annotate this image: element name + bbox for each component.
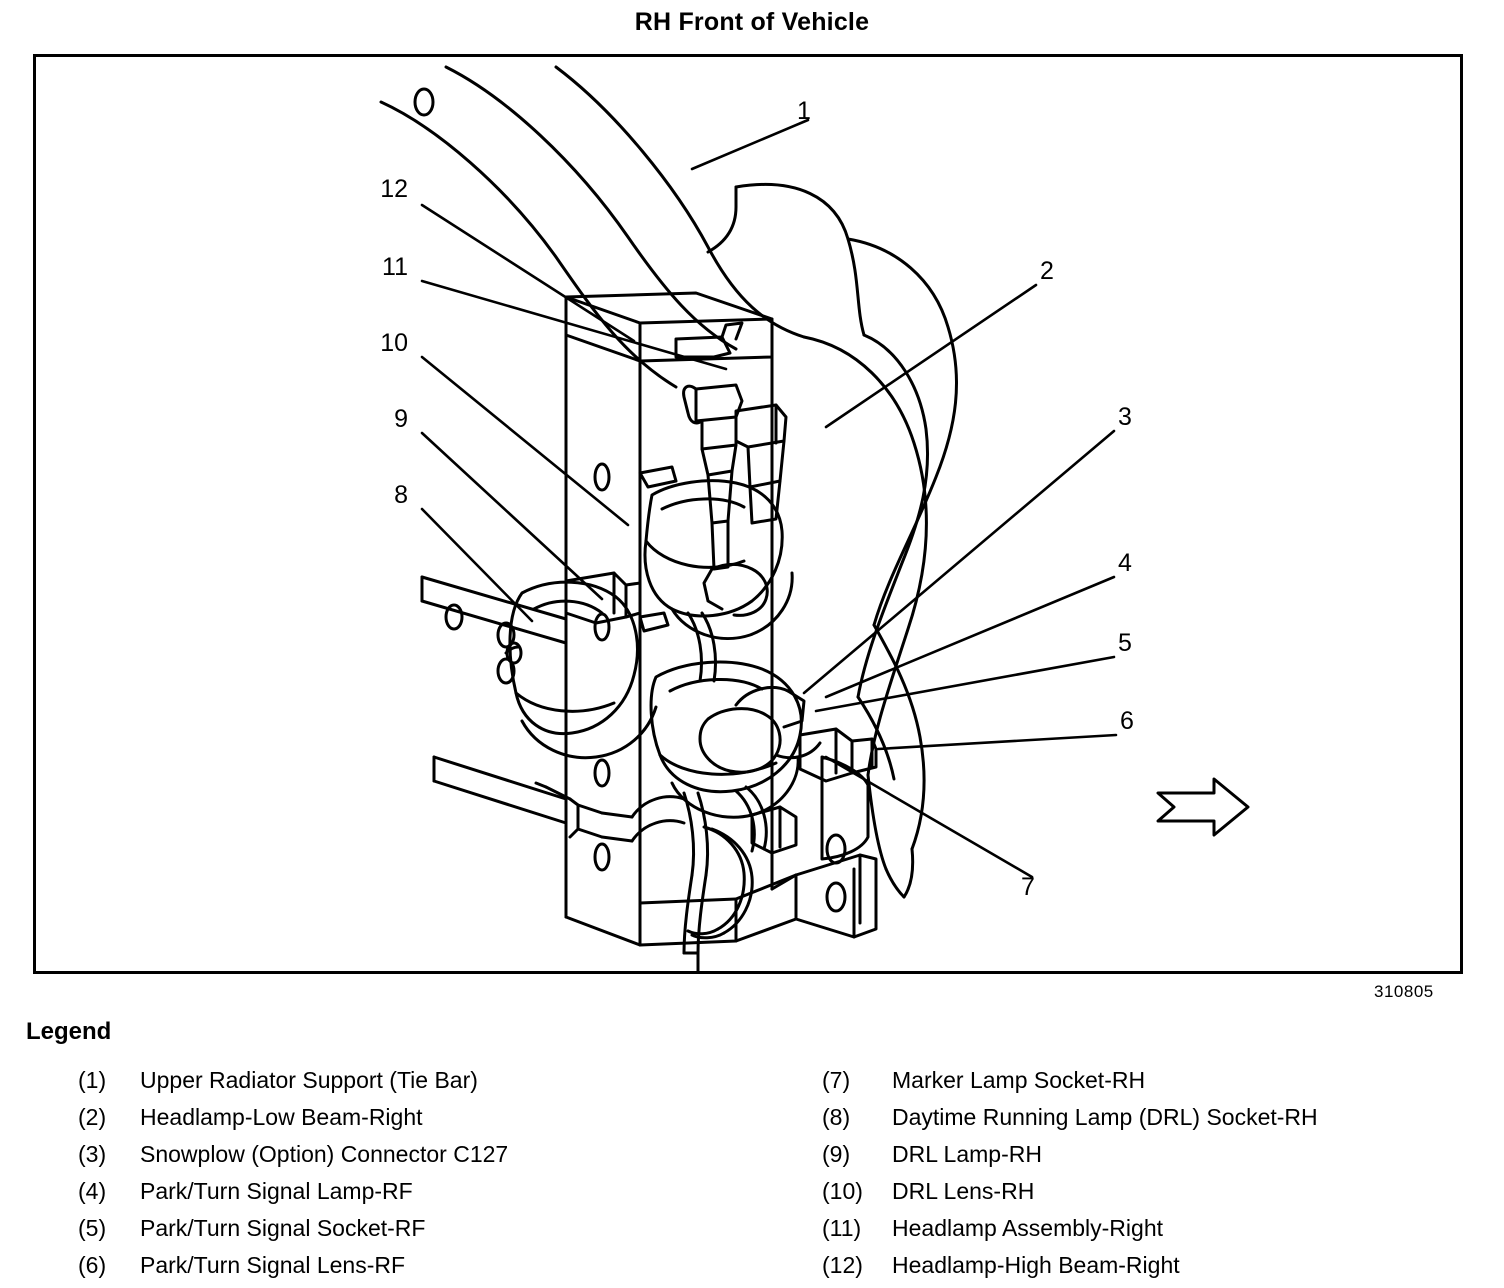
legend-item-label: DRL Lens-RH [892,1178,1035,1204]
callout-3: 3 [1118,403,1132,431]
legend-item [78,1210,778,1247]
legend-item-label: Marker Lamp Socket-RH [892,1067,1146,1093]
callout-1: 1 [797,97,811,125]
legend-item-number: (2) [78,1104,107,1130]
legend-item-label: Headlamp-High Beam-Right [892,1252,1180,1278]
legend-item [822,1099,1502,1136]
legend-item [822,1062,1502,1099]
callout-9: 9 [394,405,408,433]
legend-item-number: (11) [822,1215,862,1241]
callout-4: 4 [1118,549,1132,577]
legend-item [78,1136,778,1173]
callout-6: 6 [1120,707,1134,735]
legend-item-label: Snowplow (Option) Connector C127 [140,1141,509,1167]
figure-frame [33,54,1463,974]
legend-item [78,1247,778,1284]
page-title: RH Front of Vehicle [634,8,870,36]
legend-column-right [822,1062,1502,1284]
figure-id: 310805 [1374,982,1434,1001]
callout-7: 7 [1021,873,1035,901]
legend-item-number: (3) [78,1141,107,1167]
legend-item-number: (9) [822,1141,851,1167]
legend-item-label: Daytime Running Lamp (DRL) Socket-RH [892,1104,1318,1130]
legend-item-label: Headlamp-Low Beam-Right [140,1104,423,1130]
callout-12: 12 [380,175,408,203]
legend [0,1062,1504,1288]
legend-item [78,1062,778,1099]
callout-11: 11 [382,253,408,281]
legend-item [822,1173,1502,1210]
vehicle-assembly-illustration [36,57,1460,971]
callout-5: 5 [1118,629,1132,657]
callout-10: 10 [380,329,408,357]
callout-2: 2 [1040,257,1054,285]
legend-item-number: (7) [822,1067,851,1093]
legend-item-label: DRL Lamp-RH [892,1141,1042,1167]
legend-heading: Legend [26,1018,112,1045]
legend-item-number: (6) [78,1252,107,1278]
legend-item-number: (4) [78,1178,107,1204]
legend-item [822,1210,1502,1247]
legend-item [78,1173,778,1210]
legend-item-number: (10) [822,1178,863,1204]
legend-item [822,1136,1502,1173]
legend-item-label: Park/Turn Signal Lens-RF [140,1252,406,1278]
legend-item [822,1247,1502,1284]
legend-item-number: (5) [78,1215,107,1241]
callout-8: 8 [394,481,408,509]
legend-item-label: Park/Turn Signal Lamp-RF [140,1178,413,1204]
legend-item [78,1099,778,1136]
legend-item-number: (12) [822,1252,863,1278]
legend-item-number: (8) [822,1104,851,1130]
legend-item-number: (1) [78,1067,107,1093]
legend-column-left [78,1062,778,1284]
legend-item-label: Upper Radiator Support (Tie Bar) [140,1067,478,1093]
legend-item-label: Headlamp Assembly-Right [892,1215,1164,1241]
legend-item-label: Park/Turn Signal Socket-RF [140,1215,426,1241]
